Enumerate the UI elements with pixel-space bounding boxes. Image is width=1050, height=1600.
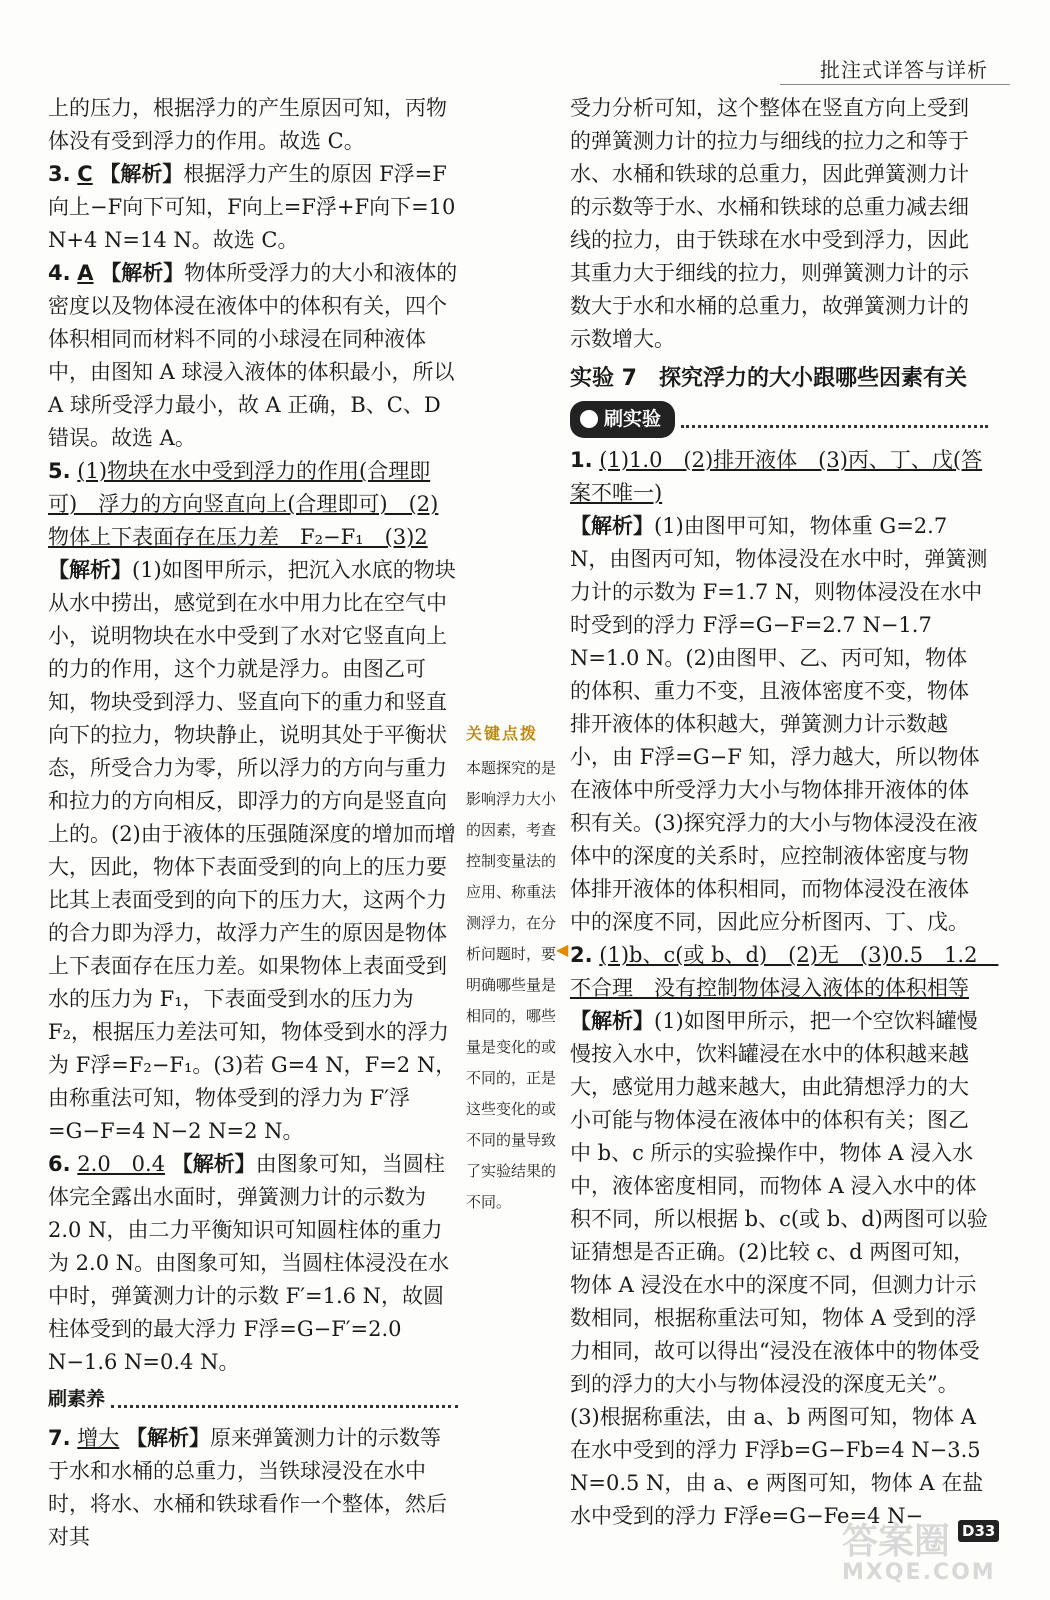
badge-circle-icon <box>580 410 598 428</box>
running-header: 批注式详答与详析 <box>820 58 988 82</box>
analysis-text: (1)如图甲所示，把沉入水底的物块从水中捞出，感觉到在水中用力比在空气中小，说明物块在水中受到了水对它竖直向上的力的作用，这个力就是浮力。由图乙可知，物块受到浮力、竖直向下的重力和竖直向下的拉力，物块静止，说明其处于平衡状态，所受合力为零，所以浮力的方向与重力和拉力的方向相反，即浮力的方向是竖直向上的。(2)由于液体的压强随深度的增加而增大，因此，物体下表面受到的向上的压力要比其上表面受到的向下的压力大，这两个力的合力即为浮力，故浮力产生的原因是物体上下表面存在压力差。如果物体上表面受到水的压力为 F₁，下表面受到水的压力为 F₂，根据压力差法可知，物体受到水的浮力为 F浮=F₂−F₁。(3)若 G=4 N，F=2 N，由称重法可知，物体受到的浮力为 F′浮=G−F=4 N−2 N=2 N。 <box>48 558 457 1143</box>
badge-label: 刷实验 <box>604 408 662 430</box>
analysis-text: 根据浮力产生的原因 F浮=F向上−F向下可知，F向上=F浮+F向下=10 N+4 N=14 N。故选 C。 <box>48 162 456 252</box>
experiment-question-1 <box>570 444 988 939</box>
question-number: 1. <box>570 448 593 472</box>
analysis-tag: 【解析】 <box>125 1426 210 1450</box>
left-column <box>48 92 458 1554</box>
watermark-url: MXQE.COM <box>842 1560 996 1585</box>
analysis-text: (1)如图甲所示，把一个空饮料罐慢慢按入水中，饮料罐浸在水中的体积越来越大，感觉用力越来越大，由此猜想浮力的大小可能与物体浸在液体中的体积有关；图乙中 b、c 所示的实验操作中，物体 A 浸入水中，液体密度相同，而物体 A 浸入水中的体积不同，所以根据 b、c(或 b、d)两图可以验证猜想是否正确。(2)比较 c、d 两图可知，物体 A 浸没在水中的深度不同，但测力计示数相同，根据称重法可知，物体 A 受到的浮力相同，故可以得出“浸没在液体中的物体受到的浮力的大小与物体浸没的深度无关”。(3)根据称重法，由 a、b 两图可知，物体 A 在水中受到的浮力 F浮b=G−Fb=4 N−3.5 N=0.5 N，由 a、e 两图可知，物体 A 在盐水中受到的浮力 F浮e=G−Fe=4 N− <box>570 1009 988 1528</box>
analysis-text: 物体所受浮力的大小和液体的密度以及物体浸在液体中的体积有关，四个体积相同而材料不同的小球浸在同种液体中，由图知 A 球浸入液体的体积最小，所以 A 球所受浮力最小，故 A 正确，B、C、D 错误。故选 A。 <box>48 261 458 450</box>
analysis-text: (1)由图甲可知，物体重 G=2.7 N，由图丙可知，物体浸没在水中时，弹簧测力计的示数为 F=1.7 N，则物体浸没在水中时受到的浮力 F浮=G−F=2.7 N−1.7 N=1.0 N。(2)由图甲、乙、丙可知，物体的体积、重力不变，且液体密度不变，物体排开液体的体积越大，弹簧测力计示数越小，由 F浮=G−F 知，浮力越大，所以物体在液体中所受浮力大小与物体排开液体的体积有关。(3)探究浮力的大小与物体浸没在液体中的深度的关系时，应控制液体密度与物体排开液体的体积相同，而物体浸没在液体中的深度不同，因此应分析图丙、丁、戊。 <box>570 514 988 934</box>
key-tip-title: 关键点拨 <box>466 724 539 743</box>
question-5 <box>48 455 458 1148</box>
analysis-text: 由图象可知，当圆柱体完全露出水面时，弹簧测力计的示数为 2.0 N，由二力平衡知识可知圆柱体的重力为 2.0 N。由图象可知，当圆柱体浸没在水中时，弹簧测力计的示数 F′=1.6 N，故圆柱体受到的最大浮力 F浮=G−F′=2.0 N−1.6 N=0.4 N。 <box>48 1152 450 1374</box>
analysis-tag: 【解析】 <box>100 261 185 285</box>
left-continuation: 上的压力，根据浮力的产生原因可知，丙物体没有受到浮力的作用。故选 C。 <box>48 96 447 153</box>
experiment-badge <box>570 401 675 438</box>
key-tip-note <box>466 718 564 1218</box>
section-heading-experiment <box>570 401 988 438</box>
header-rule <box>780 84 1010 85</box>
question-number: 3. <box>48 162 71 186</box>
section-label: 刷素养 <box>48 1388 106 1410</box>
key-tip-text: 本题探究的是影响浮力大小的因素，考查控制变量法的应用、称重法测浮力，在分析问题时，要明确哪些量是相同的，哪些量是变化的或不同的，正是这些变化的或不同的量导致了实验结果的不同。 <box>466 759 557 1211</box>
analysis-tag: 【解析】 <box>48 558 132 582</box>
answer: C <box>77 162 93 186</box>
answer: 增大 <box>77 1426 120 1450</box>
answer: (1)物块在水中受到浮力的作用(合理即可) 浮力的方向竖直向上(合理即可) (2)物体上下表面存在压力差 F₂−F₁ (3)2 <box>48 459 439 549</box>
analysis-text: 原来弹簧测力计的示数等于水和水桶的总重力，当铁球浸没在水中时，将水、水桶和铁球看作一个整体，然后对其 <box>48 1426 447 1549</box>
question-number: 7. <box>48 1426 71 1450</box>
answer: A <box>77 261 94 285</box>
question-6 <box>48 1148 458 1379</box>
question-3 <box>48 158 458 257</box>
question-7 <box>48 1422 458 1554</box>
question-number: 6. <box>48 1152 71 1176</box>
dotted-rule <box>681 411 988 428</box>
watermark-text: 答案圈 <box>842 1521 951 1562</box>
analysis-tag: 【解析】 <box>570 514 654 538</box>
experiment-title: 实验 7 探究浮力的大小跟哪些因素有关 <box>570 366 967 391</box>
analysis-tag: 【解析】 <box>171 1152 256 1176</box>
answer: 2.0 0.4 <box>77 1152 166 1176</box>
question-number: 2. <box>570 943 593 967</box>
analysis-tag: 【解析】 <box>99 162 184 186</box>
pointer-arrow-icon: ◀ <box>556 940 569 959</box>
dotted-rule <box>111 1391 458 1408</box>
analysis-tag: 【解析】 <box>570 1009 654 1033</box>
right-continuation: 受力分析可知，这个整体在竖直方向上受到的弹簧测力计的拉力与细线的拉力之和等于水、水桶和铁球的总重力，因此弹簧测力计的示数等于水、水桶和铁球的总重力减去细线的拉力，由于铁球在水中受到浮力，因此其重力大于细线的拉力，则弹簧测力计的示数大于水和水桶的总重力，故弹簧测力计的示数增大。 <box>570 96 969 351</box>
answer: (1)1.0 (2)排开液体 (3)丙、丁、戊(答案不唯一) <box>570 448 983 505</box>
answer: (1)b、c(或 b、d) (2)无 (3)0.5 1.2 不合理 没有控制物体浸入液体的体积相等 <box>570 943 999 1000</box>
question-4 <box>48 257 458 455</box>
question-number: 5. <box>48 459 71 483</box>
question-number: 4. <box>48 261 71 285</box>
section-heading-suyang <box>48 1383 458 1416</box>
page-number: D33 <box>958 1520 999 1542</box>
